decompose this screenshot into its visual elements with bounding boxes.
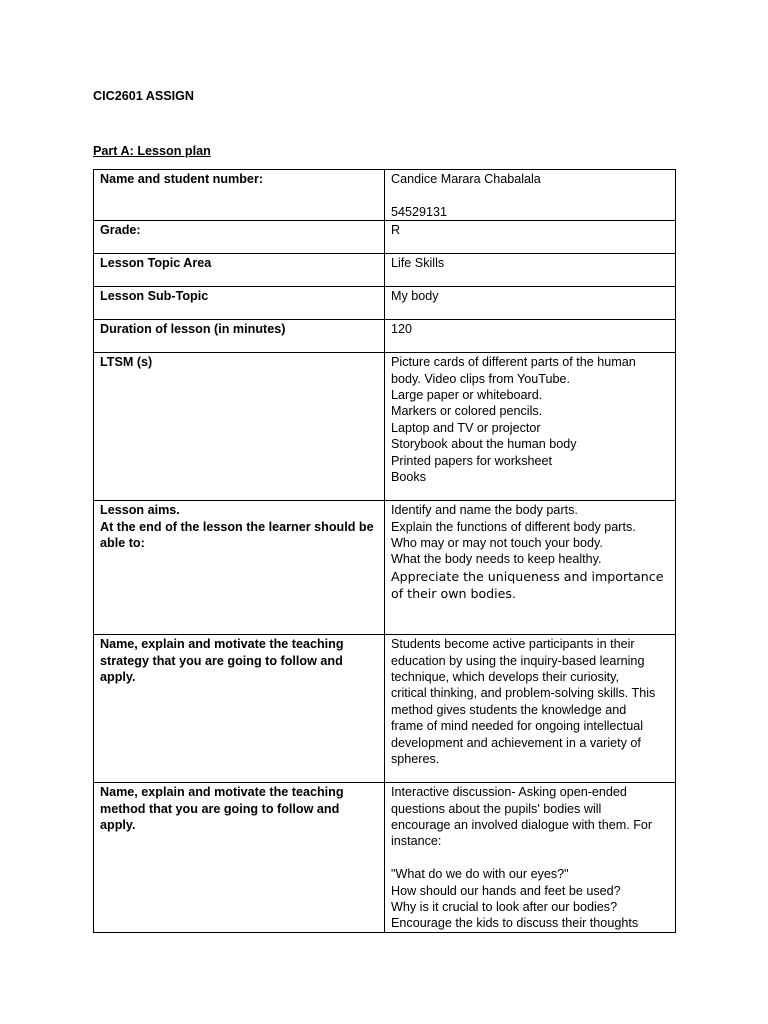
value-line: Encourage the kids to discuss their thoughts	[391, 916, 639, 931]
value-line: Markers or colored pencils.	[391, 404, 543, 419]
value-line: education by using the inquiry-based learning	[391, 653, 645, 668]
row-label	[94, 287, 385, 320]
row-label	[94, 635, 385, 783]
row-value	[385, 254, 676, 287]
row-label	[94, 783, 385, 933]
value-line: Life Skills	[391, 256, 445, 271]
value-line: Who may or may not touch your body.	[391, 536, 603, 551]
value-line: questions about the pupils' bodies will	[391, 801, 602, 816]
label-text: Lesson aims.	[100, 503, 180, 518]
value-line: Interactive discussion- Asking open-ended	[391, 785, 627, 800]
value-line: Students become active participants in their	[391, 637, 635, 652]
value-line: of their own bodies.	[391, 585, 516, 601]
label-text: Lesson Sub-Topic	[100, 289, 209, 304]
label-text: Grade:	[100, 223, 141, 238]
row-value	[385, 353, 676, 501]
value-line: development and achievement in a variety of	[391, 735, 641, 750]
label-text: apply.	[100, 670, 136, 685]
value-line: Printed papers for worksheet	[391, 453, 553, 468]
value-line: instance:	[391, 834, 442, 849]
label-text: Name, explain and motivate the teaching	[100, 637, 344, 652]
row-label	[94, 254, 385, 287]
table-row	[94, 221, 676, 254]
blank-line	[391, 850, 669, 866]
lesson-plan-table	[93, 169, 676, 933]
label-text: Name and student number:	[100, 172, 264, 186]
row-value	[385, 320, 676, 353]
row-value	[385, 783, 676, 933]
value-line: 120	[391, 322, 413, 337]
table-row	[94, 501, 676, 635]
label-text: able to:	[100, 536, 145, 551]
label-text: Lesson Topic Area	[100, 256, 212, 271]
row-label	[94, 221, 385, 254]
value-line: frame of mind needed for ongoing intellectual	[391, 719, 644, 734]
row-value	[385, 501, 676, 635]
table-row	[94, 635, 676, 783]
value-line: technique, which develops their curiosity,	[391, 670, 619, 685]
value-line: encourage an involved dialogue with them. For	[391, 818, 653, 833]
value-line: Picture cards of different parts of the human	[391, 355, 636, 370]
row-value	[385, 170, 676, 221]
value-line: Why is it crucial to look after our bodies?	[391, 900, 618, 915]
value-line: What the body needs to keep healthy.	[391, 552, 602, 567]
value-line: R	[391, 223, 401, 238]
value-line: Identify and name the body parts.	[391, 503, 578, 518]
label-text: At the end of the lesson the learner should be	[100, 519, 374, 534]
value-line: Laptop and TV or projector	[391, 420, 541, 435]
value-line: My body	[391, 289, 439, 304]
value-line: 54529131	[391, 204, 448, 219]
row-value	[385, 635, 676, 783]
row-label	[94, 501, 385, 635]
document-title: CIC2601 ASSIGN	[93, 89, 195, 103]
row-value	[385, 221, 676, 254]
value-line: Appreciate the uniqueness and importance	[391, 568, 664, 584]
value-line: Large paper or whiteboard.	[391, 388, 543, 403]
value-line: spheres.	[391, 752, 440, 767]
section-heading: Part A: Lesson plan	[93, 144, 211, 158]
label-text: method that you are going to follow and apply.	[100, 801, 340, 833]
table-row	[94, 170, 676, 221]
table-row	[94, 254, 676, 287]
value-line: method gives students the knowledge and	[391, 702, 627, 717]
label-text: Duration of lesson (in minutes)	[100, 322, 286, 337]
value-line: critical thinking, and problem-solving skills. This	[391, 686, 656, 701]
value-line: Explain the functions of different body parts.	[391, 519, 636, 534]
row-label	[94, 170, 385, 221]
table-row	[94, 320, 676, 353]
label-text: strategy that you are going to follow and	[100, 653, 343, 668]
row-label	[94, 353, 385, 501]
table-row	[94, 353, 676, 501]
value-line: Candice Marara Chabalala	[391, 172, 541, 186]
value-line: Books	[391, 470, 427, 485]
value-line: "What do we do with our eyes?"	[391, 867, 569, 882]
blank-line	[391, 187, 669, 203]
value-line: Storybook about the human body	[391, 437, 577, 452]
row-label	[94, 320, 385, 353]
table-row	[94, 783, 676, 933]
value-line: body. Video clips from YouTube.	[391, 371, 570, 386]
label-text: Name, explain and motivate the teaching	[100, 785, 344, 800]
table-row	[94, 287, 676, 320]
label-text: LTSM (s)	[100, 355, 153, 370]
row-value	[385, 287, 676, 320]
value-line: How should our hands and feet be used?	[391, 883, 621, 898]
